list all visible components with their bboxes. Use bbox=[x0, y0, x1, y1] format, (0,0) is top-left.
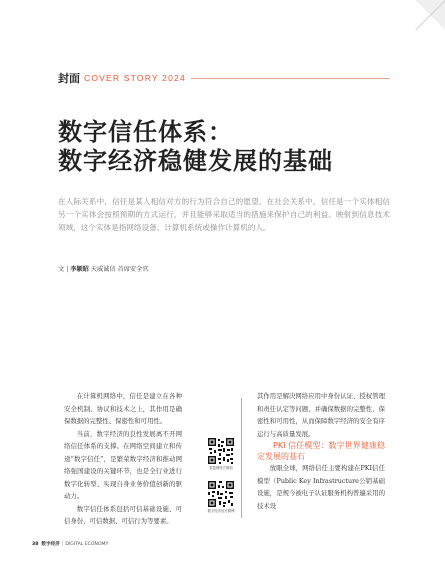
page-number: 38 bbox=[32, 542, 39, 547]
article-intro: 在人际关系中，信任是某人相信对方的行为符合自己的愿望。在社会关系中，信任是一个实体相信另一个实体会按照预期的方式运行，并且能够采取适当的措施来保护自己的利益。映射到信息技术领域，这个实体是指网络设备、计算机系统或操作计算机的人。 bbox=[58, 197, 390, 232]
qr-code-wechat[interactable] bbox=[206, 437, 236, 471]
paragraph: 当前，数字经济的良性发展离不开网络信任体系的支撑。在网络空间建立和传递“数字信任”，是繁荣数字经济和推动网络强国建设的关键环节，也是全行业进行数字化转型、实现自身业务价值创新的驱动力。 bbox=[64, 429, 182, 500]
footer-separator: | bbox=[61, 542, 64, 547]
body-column-2 bbox=[257, 390, 385, 512]
section-label: 封面 bbox=[58, 72, 80, 85]
section-label-en: COVER STORY 2024 bbox=[84, 73, 186, 83]
magazine-name-en: DIGITAL ECONOMY bbox=[65, 542, 109, 547]
paragraph: 放眼全球，网络信任主要构建在PKI信任模型（Public Key Infrastructure公钥基础设施，是规今被电子认证服务机构普遍采用的技术设 bbox=[257, 464, 385, 510]
qr-caption: 数字经济官方微博 bbox=[207, 509, 235, 513]
qr-code-icon bbox=[207, 437, 235, 465]
title-line-1: 数字信任体系： bbox=[58, 118, 233, 146]
body-column-1 bbox=[64, 390, 182, 528]
byline-prefix: 文 bbox=[58, 266, 65, 273]
qr-code-weibo[interactable] bbox=[206, 480, 236, 514]
paragraph: 在计算机网络中，信任是建立在各种安全机制、协议和技术之上，其作用是确保数据的完整性、保密性和可用性。 bbox=[64, 392, 182, 425]
section-header bbox=[58, 70, 390, 86]
paragraph: 数字信任体系包括可信基础设施、可信身份、可信数据、可信行为等要素。 bbox=[64, 504, 182, 525]
byline-org: 天威诚信 首席安全官 bbox=[90, 266, 149, 273]
header-rule bbox=[191, 78, 390, 79]
article-title bbox=[58, 118, 398, 176]
qr-caption: 泰盈网络方微信 bbox=[209, 466, 233, 470]
magazine-name: 数字经济 bbox=[41, 542, 60, 547]
byline-separator: | bbox=[66, 266, 69, 273]
byline bbox=[58, 264, 148, 273]
paragraph: 其作用是解决网络应用中身份认证、授权管理和责任认定等问题，并确保数据的完整性、保密性和可用性，从而保障数字经济的安全有序运行与高质量发展。 bbox=[257, 392, 385, 438]
byline-author: 李颖昭 bbox=[70, 266, 89, 273]
title-line-2: 数字经济稳健发展的基础 bbox=[58, 147, 333, 175]
qr-code-icon bbox=[207, 480, 235, 508]
subheading: PKI 信任模型：数字世界健康稳定发展的基石 bbox=[257, 441, 385, 461]
column-divider bbox=[241, 398, 242, 518]
page-footer bbox=[32, 541, 108, 547]
